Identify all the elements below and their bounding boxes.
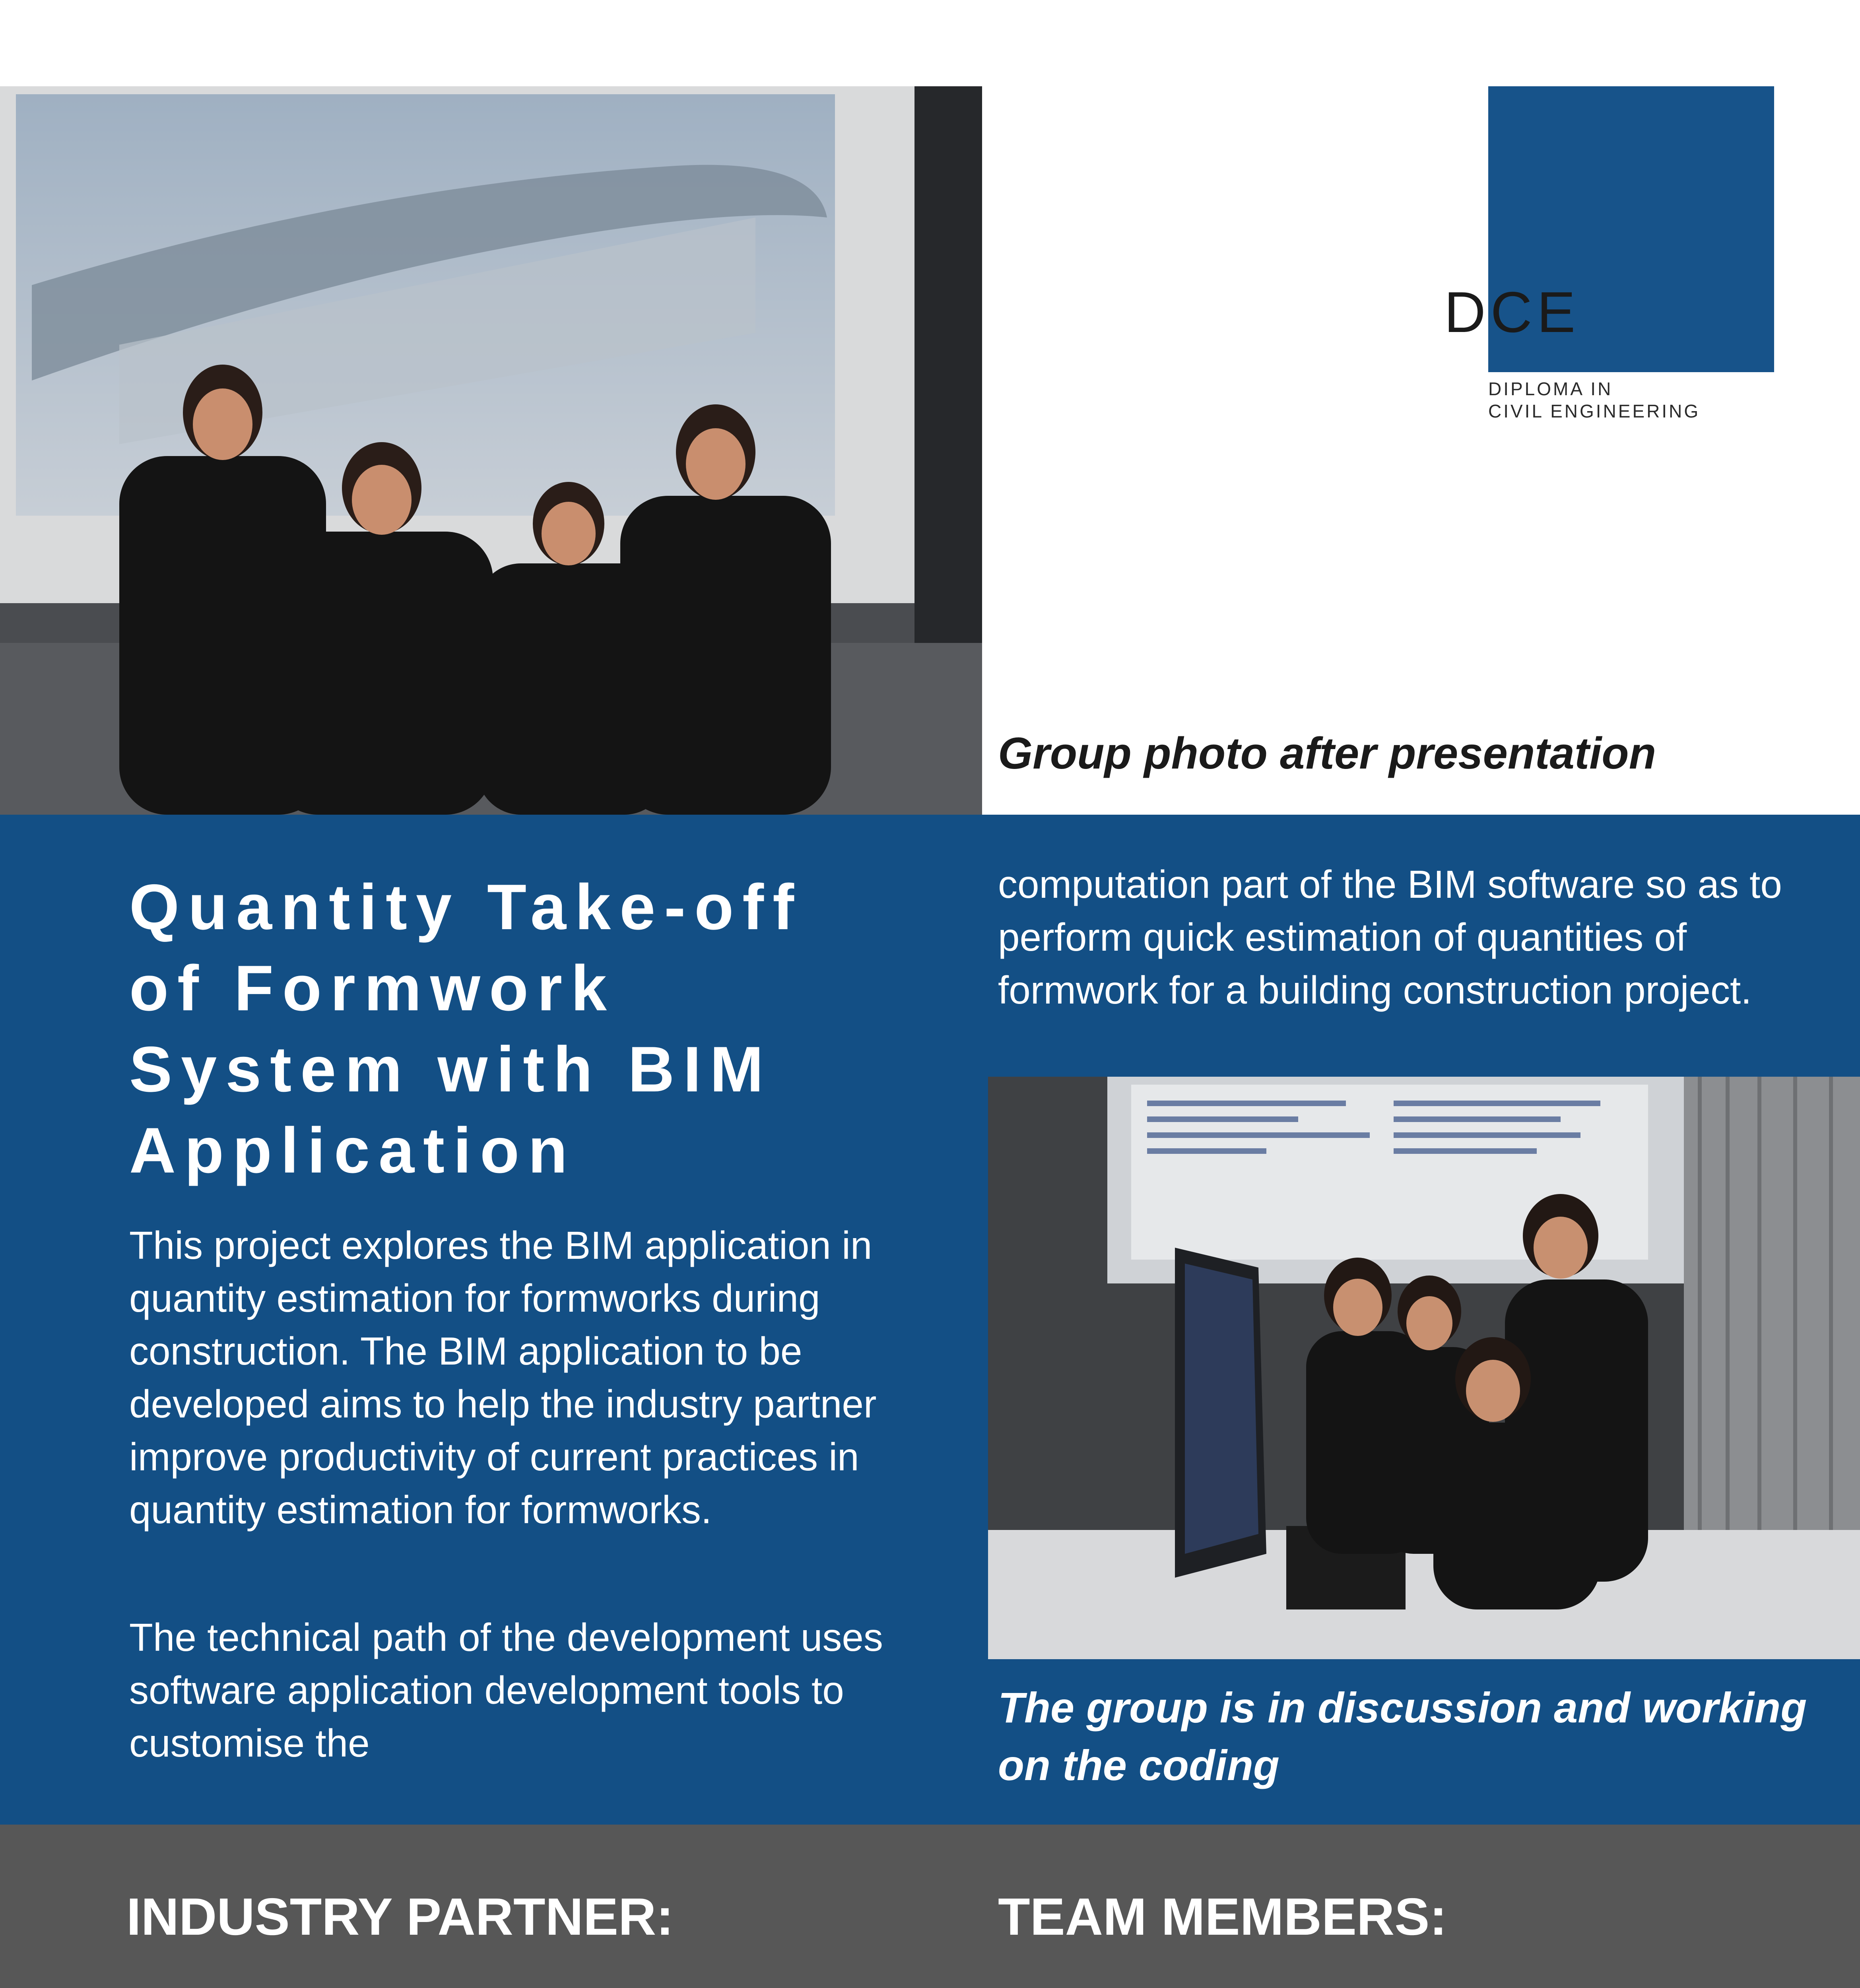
project-description-paragraph-3: computation part of the BIM software so as to perform quick estimation of quantities of formwork for a building construction project. xyxy=(998,862,1782,1012)
dce-subtitle-line2: CIVIL ENGINEERING xyxy=(1488,401,1701,421)
project-description-paragraph-1: This project explores the BIM application in quantity estimation for formworks during construction. The BIM application to be developed aims to help the industry partner improve productivity of current practices in quantity estimation for formworks. xyxy=(129,1223,877,1532)
coding-photo-illustration xyxy=(988,1077,1860,1659)
group-photo-caption: Group photo after presentation xyxy=(998,728,1656,778)
dce-logo-letters: DCE xyxy=(1444,280,1580,344)
dce-logo-subtitle xyxy=(1488,378,1700,422)
industry-partner-heading: INDUSTRY PARTNER: xyxy=(126,1887,674,1946)
dce-subtitle-line1: DIPLOMA IN xyxy=(1488,379,1613,399)
group-photo-illustration xyxy=(0,86,982,815)
coding-photo-caption: The group is in discussion and working on the coding xyxy=(998,1683,1807,1789)
coding-discussion-photo xyxy=(988,1077,1860,1659)
project-description-paragraph-2: The technical path of the development uses software application development tools to customise the xyxy=(129,1615,883,1765)
team-members-heading: TEAM MEMBERS: xyxy=(998,1887,1447,1946)
project-title: Quantity Take-off of Formwork System with BIM Application xyxy=(129,871,803,1186)
group-photo xyxy=(0,86,982,815)
